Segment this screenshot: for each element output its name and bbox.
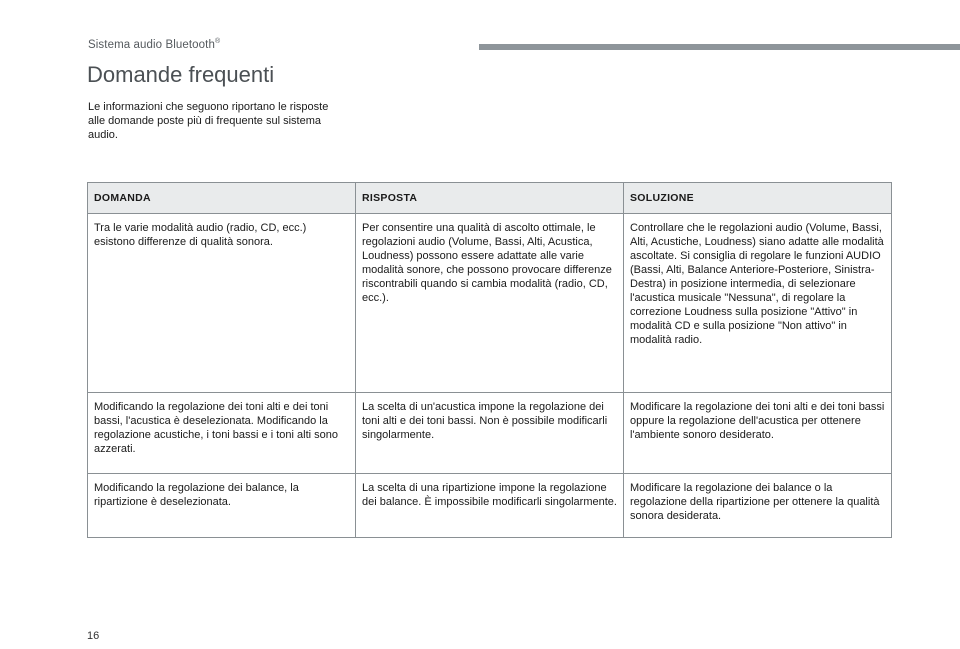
faq-table	[87, 182, 892, 538]
cell-domanda: Modificando la regolazione dei toni alti e dei toni bassi, l'acustica è deselezionata. Modificando la regolazione acustiche, i toni bassi e i toni alti sono azzerati.	[88, 393, 356, 474]
column-header-soluzione: SOLUZIONE	[624, 183, 892, 214]
cell-risposta: La scelta di un'acustica impone la regolazione dei toni alti e dei toni bassi. Non è possibile modificarli singolarmente.	[356, 393, 624, 474]
column-header-risposta: RISPOSTA	[356, 183, 624, 214]
page-title: Domande frequenti	[87, 62, 275, 87]
cell-soluzione: Modificare la regolazione dei toni alti e dei toni bassi oppure la regolazione dell'acustica per ottenere l'ambiente sonoro desiderato.	[624, 393, 892, 474]
table-row	[88, 474, 892, 538]
cell-domanda: Tra le varie modalità audio (radio, CD, ecc.) esistono differenze di qualità sonora.	[88, 214, 356, 393]
table-row	[88, 214, 892, 393]
table-row	[88, 393, 892, 474]
table-header-row	[88, 183, 892, 214]
registered-mark: ®	[214, 38, 221, 45]
cell-risposta: Per consentire una qualità di ascolto ottimale, le regolazioni audio (Volume, Bassi, Alti, Acustica, Loudness) possono essere adattate alle varie modalità sonore, che possono provocare differenze riscontrabili quando si cambia modalità (radio, CD, ecc.).	[356, 214, 624, 393]
cell-soluzione: Controllare che le regolazioni audio (Volume, Bassi, Alti, Acustiche, Loudness) siano adatte alle modalità ascoltate. Si consiglia di regolare le funzioni AUDIO (Bassi, Alti, Balance Anteriore-Posteriore, Sinistra-Destra) in posizione intermedia, di selezionare l'acustica musicale "Nessuna", di regolare la correzione Loudness sulla posizione "Attivo" in modalità CD e sulla posizione "Non attivo" in modalità radio.	[624, 214, 892, 393]
section-header-label	[88, 38, 220, 51]
intro-paragraph: Le informazioni che seguono riportano le risposte alle domande poste più di frequente sul sistema audio.	[88, 101, 329, 141]
header-divider-bar	[479, 44, 960, 50]
column-header-domanda: DOMANDA	[88, 183, 356, 214]
cell-risposta: La scelta di una ripartizione impone la regolazione dei balance. È impossibile modificarli singolarmente.	[356, 474, 624, 538]
cell-soluzione: Modificare la regolazione dei balance o la regolazione della ripartizione per ottenere la qualità sonora desiderata.	[624, 474, 892, 538]
page-number: 16	[87, 630, 100, 642]
cell-domanda: Modificando la regolazione dei balance, la ripartizione è deselezionata.	[88, 474, 356, 538]
section-label-text: Sistema audio Bluetooth	[88, 38, 215, 51]
